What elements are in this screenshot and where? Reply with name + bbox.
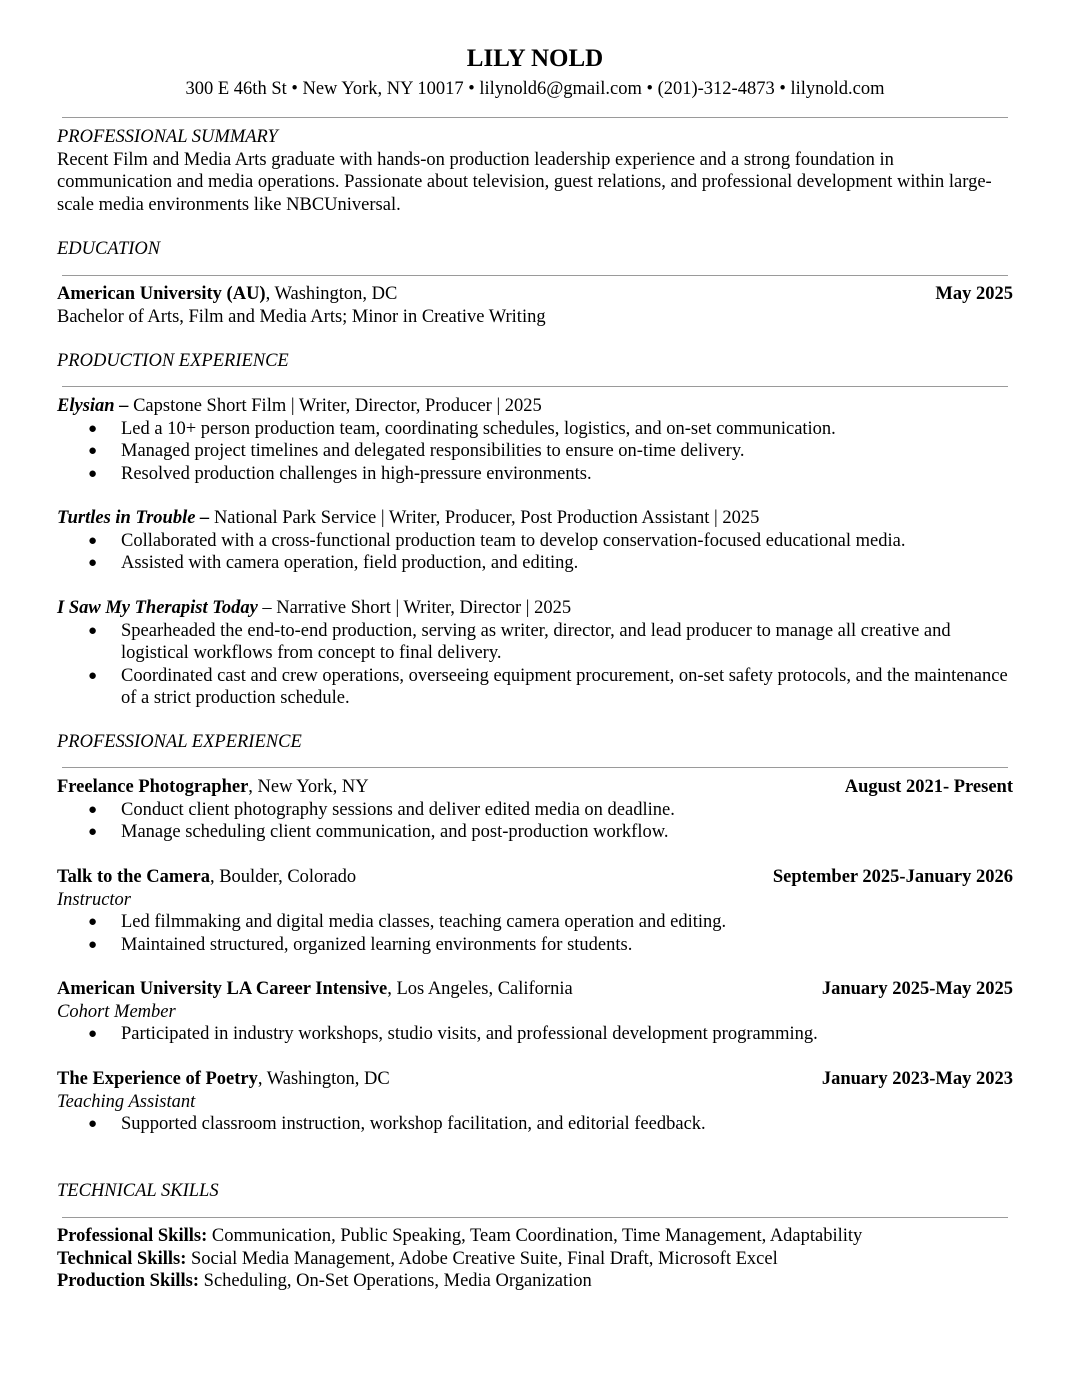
bullet-icon: ● (88, 936, 98, 953)
section-title: TECHNICAL SKILLS (57, 1181, 219, 1201)
list-item: ● Collaborated with a cross-functional production team to develop conservation-focused educational media. (88, 530, 906, 551)
bullet-icon: ● (88, 1026, 98, 1042)
job-date: January 2025-May 2025 (821, 979, 1013, 999)
education-section (57, 238, 1013, 261)
skills-list (57, 1225, 1013, 1293)
bullet-icon: ● (88, 1116, 98, 1132)
job-org: Freelance Photographer (57, 777, 249, 797)
project-title: Elysian – (57, 396, 129, 416)
school-location: , Washington, DC (265, 284, 398, 304)
header-divider (62, 117, 1008, 118)
project-desc: National Park Service | Writer, Producer, Post Production Assistant | 2025 (209, 508, 760, 528)
job-role: Teaching Assistant (57, 1091, 196, 1112)
education-date: May 2025 (935, 284, 1013, 304)
job-location: , New York, NY (248, 777, 369, 797)
summary-section (57, 126, 1013, 216)
project-title: Turtles in Trouble – (57, 508, 210, 528)
project-title: I Saw My Therapist Today (57, 598, 258, 618)
section-divider (62, 767, 1008, 768)
job-entry (57, 776, 1013, 844)
section-title: EDUCATION (57, 239, 161, 259)
degree: Bachelor of Arts, Film and Media Arts; Minor in Creative Writing (57, 306, 546, 327)
section-divider (62, 386, 1008, 387)
job-org: American University LA Career Intensive (57, 979, 388, 999)
job-entry (57, 978, 1013, 1046)
resume-name: LILY NOLD (466, 45, 604, 72)
list-item: ● Maintained structured, organized learning environments for students. (88, 934, 633, 955)
list-item: ● Supported classroom instruction, workshop facilitation, and editorial feedback. (88, 1114, 706, 1134)
bullet-icon: ● (88, 801, 98, 818)
bullet-icon: ● (88, 622, 98, 639)
list-item: ● Led filmmaking and digital media classes, teaching camera operation and editing. (88, 912, 727, 932)
school-name: American University (AU) (57, 284, 266, 304)
job-org: The Experience of Poetry (57, 1069, 258, 1089)
skill-row (57, 1248, 1013, 1271)
project-desc: – Narrative Short | Writer, Director | 2025 (257, 598, 572, 618)
bullet-icon: ● (88, 824, 98, 840)
job-location: , Boulder, Colorado (209, 867, 357, 887)
bullet-icon: ● (88, 555, 98, 571)
skills-section (57, 1180, 1013, 1203)
job-date: January 2023-May 2023 (821, 1069, 1013, 1089)
job-location: , Washington, DC (257, 1069, 390, 1089)
list-item: ● Manage scheduling client communication, and post-production workflow. (88, 822, 669, 842)
job-date: September 2025-January 2026 (772, 867, 1013, 887)
bullet-icon: ● (88, 443, 98, 459)
skill-value: Communication, Public Speaking, Team Coordination, Time Management, Adaptability (207, 1226, 863, 1246)
list-item: ● Coordinated cast and crew operations, overseeing equipment procurement, on-set safety protocols, and the maintenance of a strict production schedule. (88, 665, 1008, 708)
job-role: Cohort Member (57, 1001, 176, 1022)
education-school-line (57, 283, 397, 306)
project-entry (57, 507, 1013, 575)
project-desc: Capstone Short Film | Writer, Director, Producer | 2025 (128, 396, 542, 416)
section-divider (62, 1217, 1008, 1218)
list-item: ● Managed project timelines and delegated responsibilities to ensure on-time delivery. (88, 441, 745, 461)
skill-label: Technical Skills: (57, 1248, 187, 1269)
bullet-icon: ● (88, 532, 98, 549)
summary-text: Recent Film and Media Arts graduate with hands-on production leadership experience and a strong foundation in communication and media operations. Passionate about television, guest relations, and professional development within large-scale media environments like NBCUniversal. (57, 149, 992, 215)
skill-value: Scheduling, On-Set Operations, Media Organization (199, 1271, 592, 1291)
project-entry (57, 395, 1013, 485)
job-role: Instructor (57, 889, 131, 910)
section-divider (62, 275, 1008, 276)
section-title: PROFESSIONAL SUMMARY (57, 127, 278, 147)
list-item: ● Spearheaded the end-to-end production, serving as writer, director, and lead producer to manage all creative and logistical workflows from concept to final delivery. (88, 620, 951, 663)
list-item: ● Participated in industry workshops, studio visits, and professional development programming. (88, 1024, 818, 1044)
bullet-icon: ● (88, 667, 98, 684)
skill-label: Production Skills: (57, 1271, 200, 1291)
job-org: Talk to the Camera (57, 867, 210, 887)
bullet-icon: ● (88, 420, 98, 437)
skill-row (57, 1270, 1013, 1293)
professional-section (57, 731, 1013, 754)
job-entry (57, 866, 1013, 956)
list-item: ● Assisted with camera operation, field production, and editing. (88, 553, 579, 573)
job-date: August 2021- Present (844, 777, 1013, 797)
list-item: ● Resolved production challenges in high-pressure environments. (88, 463, 592, 484)
bullet-icon: ● (88, 465, 98, 482)
skill-label: Professional Skills: (57, 1226, 208, 1246)
list-item: ● Led a 10+ person production team, coordinating schedules, logistics, and on-set communication. (88, 418, 836, 439)
production-section (57, 350, 1013, 373)
education-entry (57, 283, 1013, 328)
skill-value: Social Media Management, Adobe Creative Suite, Final Draft, Microsoft Excel (186, 1248, 778, 1269)
bullet-icon: ● (88, 914, 98, 930)
section-title: PROFESSIONAL EXPERIENCE (57, 732, 302, 752)
project-entry (57, 597, 1013, 710)
contact-line: 300 E 46th St • New York, NY 10017 • lilynold6@gmail.com • (201)-312-4873 • lilynold.com (185, 79, 885, 99)
job-entry (57, 1068, 1013, 1136)
list-item: ● Conduct client photography sessions and deliver edited media on deadline. (88, 799, 675, 820)
section-title: PRODUCTION EXPERIENCE (57, 351, 289, 371)
job-location: , Los Angeles, California (387, 979, 573, 999)
skill-row (57, 1225, 1013, 1248)
